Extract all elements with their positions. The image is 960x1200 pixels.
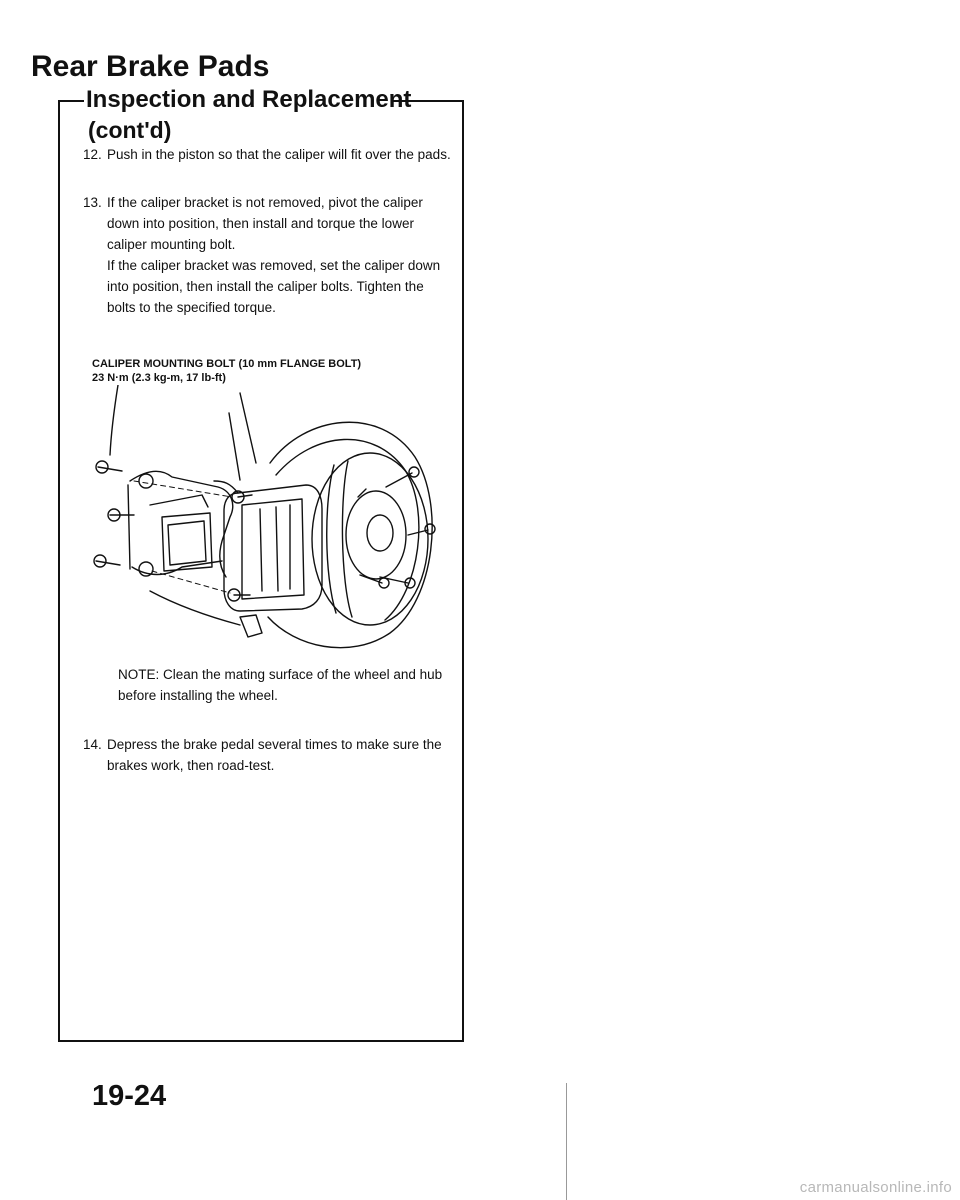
leader-line-caliper <box>229 413 240 480</box>
step-number: 12. <box>83 147 102 162</box>
caption-bolt-label: CALIPER MOUNTING BOLT (10 mm FLANGE BOLT) <box>92 358 362 370</box>
frame-top-rule-left <box>58 100 84 102</box>
leader-line-bolt <box>110 385 118 455</box>
step-14 <box>83 734 453 776</box>
section-title: Inspection and Replacement <box>86 86 412 113</box>
leader-line-bracket <box>240 393 256 463</box>
step-12 <box>83 144 453 165</box>
brake-pads <box>150 495 212 571</box>
step-number: 14. <box>83 737 102 752</box>
note-text: NOTE: Clean the mating surface of the wheel and hub before installing the wheel. <box>118 667 443 703</box>
step-text: If the caliper bracket is not removed, pivot the caliper down into position, then install and torque the lower caliper mounting bolt. <box>107 195 423 252</box>
wheel-studs <box>358 467 435 588</box>
step-number: 13. <box>83 195 102 210</box>
page-title: Rear Brake Pads <box>31 50 270 83</box>
caliper-body <box>214 481 322 611</box>
step-text-alternate: If the caliper bracket was removed, set the caliper down into position, then install the caliper bolts. Tighten the bolts to the specified torque. <box>107 258 441 315</box>
watermark: carmanualsonline.info <box>799 1179 952 1196</box>
step-13 <box>83 192 453 318</box>
caption-torque-spec: 23 N·m (2.3 kg-m, 17 lb-ft) <box>92 372 226 384</box>
mounting-bolts <box>94 461 252 601</box>
step-text: Push in the piston so that the caliper will fit over the pads. <box>107 147 451 162</box>
page-number: 19-24 <box>92 1080 167 1112</box>
caliper-installation-illustration <box>90 385 450 655</box>
brake-hose <box>150 591 262 637</box>
section-subtitle: (cont'd) <box>88 117 172 143</box>
figure-caption <box>92 357 452 385</box>
scan-artifact-line <box>566 1083 567 1200</box>
step-text: Depress the brake pedal several times to make sure the brakes work, then road-test. <box>107 737 442 773</box>
